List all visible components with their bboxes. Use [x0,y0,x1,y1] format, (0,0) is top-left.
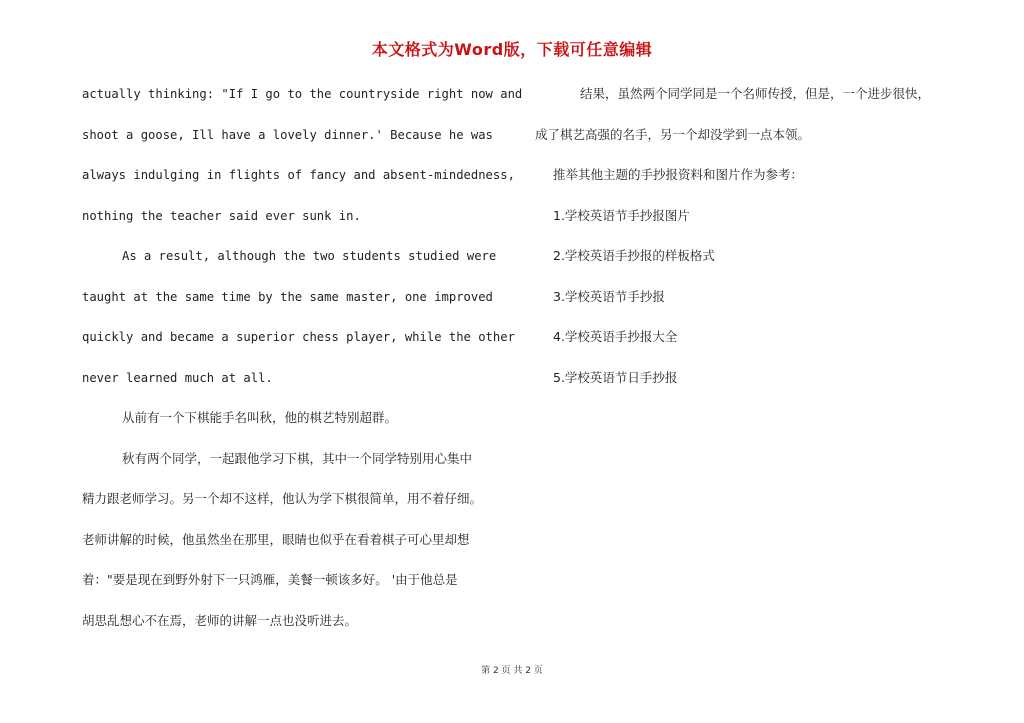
chinese-line: 精力跟老师学习。另一个却不这样，他认为学下棋很简单，用不着仔细。 [82,491,483,506]
english-line: As a result, although the two students studied were [122,249,497,263]
recommendation-item: 5.学校英语节日手抄报 [553,369,678,385]
right-column [535,80,975,404]
chinese-line: 胡思乱想心不在焉，老师的讲解一点也没听进去。 [82,612,358,628]
left-column [82,80,523,647]
chinese-line: 从前有一个下棋能手名叫秋，他的棋艺特别超群。 [122,410,398,425]
word-format-banner: 本文格式为Word版，下载可任意编辑 [371,40,653,59]
recommendation-item: 3.学校英语节手抄报 [553,288,665,304]
english-line: never learned much at all. [82,370,273,385]
english-line: nothing the teacher said ever sunk in. [82,208,361,223]
chinese-line: 秋有两个同学，一起跟他学习下棋，其中一个同学特别用心集中 [122,450,473,466]
chinese-line: 老师讲解的时候，他虽然坐在那里，眼睛也似乎在看着棋子可心里却想 [82,531,470,547]
page-number: 第 2 页 共 2 页 [481,666,543,676]
recommendation-item: 1.学校英语节手抄报图片 [553,207,690,223]
chinese-line: 着："要是现在到野外射下一只鸿雁，美餐一顿该多好。 '由于他总是 [82,572,458,587]
english-line: actually thinking: "If I go to the countryside right now and [82,87,523,101]
english-line: taught at the same time by the same master, one improved [82,289,493,304]
english-line: shoot a goose, Ill have a lovely dinner.' Because he was [82,127,493,142]
recommendation-item: 4.学校英语手抄报大全 [553,329,678,344]
english-line: quickly and became a superior chess player, while the other [82,330,515,344]
english-line: always indulging in flights of fancy and absent-mindedness, [82,168,515,182]
result-paragraph-line: 成了棋艺高强的名手，另一个却没学到一点本领。 [535,126,811,142]
recommendation-item: 2.学校英语手抄报的样板格式 [553,248,715,263]
result-paragraph-line: 结果，虽然两个同学同是一个名师传授，但是，一个进步很快， [580,86,931,101]
recommendation-heading: 推举其他主题的手抄报资料和图片作为参考： [553,167,804,182]
